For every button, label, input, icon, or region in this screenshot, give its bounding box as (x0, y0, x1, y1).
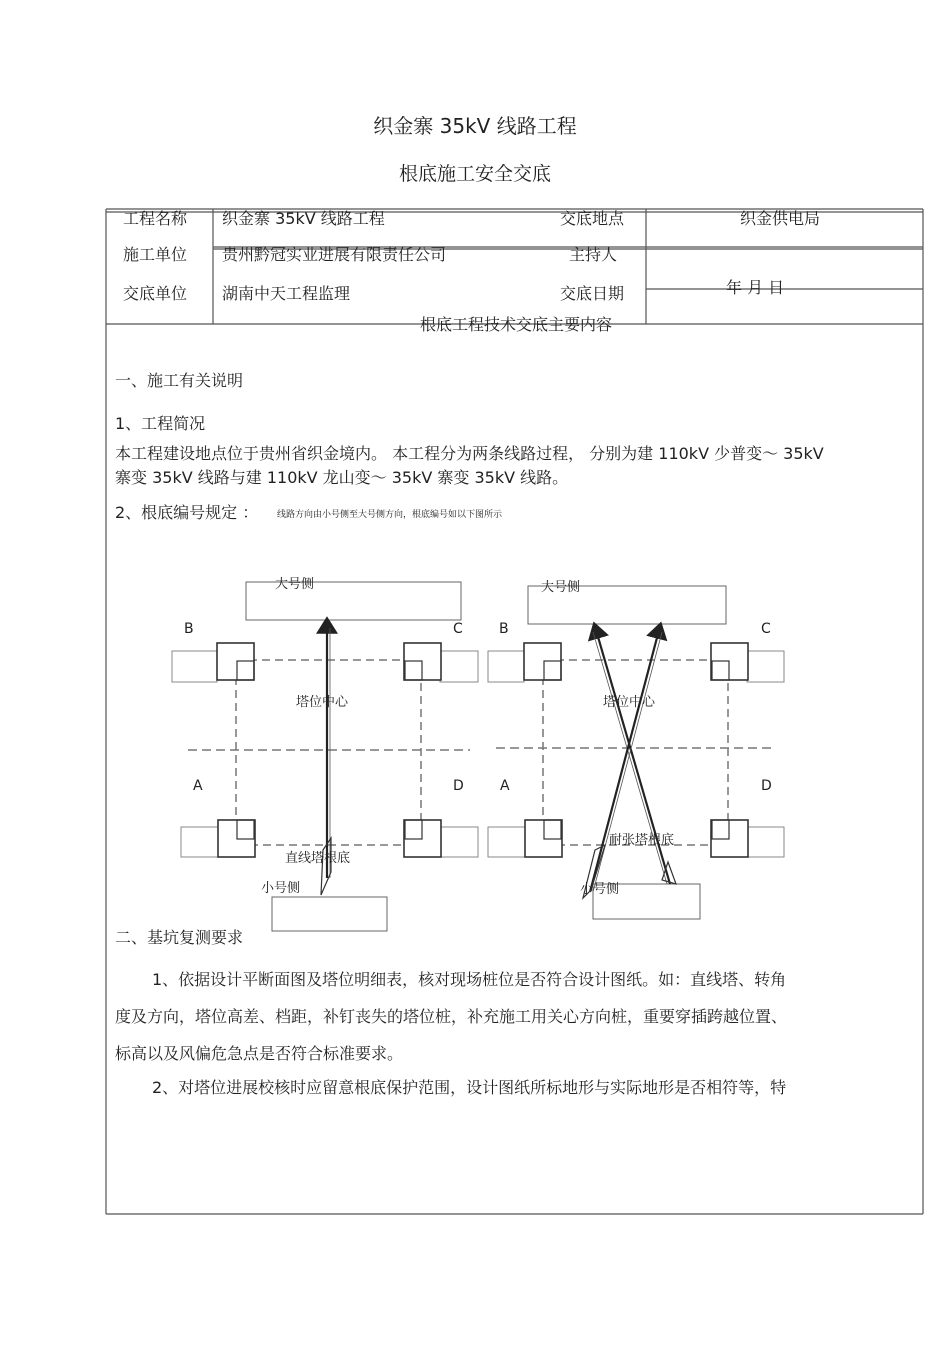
right-ext-c (747, 651, 784, 682)
section1-sub1-heading: 1、工程简况 (115, 414, 206, 433)
document-subtitle: 根底施工安全交底 (398, 163, 551, 185)
discloser-label: 交底单位 (123, 284, 188, 303)
right-big-side-label: 大号侧 (541, 580, 581, 595)
section2-p1-line1: 1、依据设计平断面图及塔位明细表，核对现场桩位是否符合设计图纸。如：直线塔、转角 (152, 970, 787, 989)
section1-sub1-line2: 寨变 35kV 线路与建 110kV 龙山变～ 35kV 寨变 35kV 线路。 (115, 468, 569, 487)
date-value: 年 月 日 (726, 278, 785, 297)
left-corner-d: D (453, 778, 464, 794)
section1-sub1-line1: 本工程建设地点位于贵州省织金境内。 本工程分为两条线路过程， 分别为建 110kV 少普变～ 35kV (115, 444, 824, 463)
project-name-value: 织金寨 35kV 线路工程 (222, 209, 385, 228)
content-header: 根底工程技术交底主要内容 (420, 315, 613, 334)
section2-p1-line3: 标高以及风偏危急点是否符合标准要求。 (115, 1044, 404, 1063)
left-center-label: 塔位中心 (296, 695, 349, 710)
project-name-label: 工程名称 (123, 209, 188, 228)
left-corner-c: C (453, 621, 463, 637)
location-value: 织金供电局 (740, 209, 821, 228)
left-small-side-label: 小号侧 (261, 881, 301, 896)
host-label: 主持人 (569, 245, 618, 264)
right-small-side-label: 小号侧 (580, 882, 620, 897)
document-title: 织金寨 35kV 线路工程 (373, 114, 577, 138)
left-ext-d (440, 827, 478, 857)
section1-sub2-heading: 2、根底编号规定 ： (115, 503, 259, 522)
left-dashed-square (236, 660, 421, 845)
section1-sub2-note: 线路方向由小号侧至大号侧方向，根底编号如以下图所示 (277, 510, 503, 520)
discloser-value: 湖南中天工程监理 (222, 284, 351, 303)
right-diagram (488, 586, 784, 919)
left-diagram (172, 582, 478, 931)
left-ext-b (172, 651, 217, 682)
right-dashed-square (543, 660, 728, 845)
right-center-label: 塔位中心 (603, 695, 656, 710)
left-corner-a: A (193, 778, 203, 794)
right-corner-c: C (761, 621, 771, 637)
right-corner-d: D (761, 778, 772, 794)
right-corner-b: B (499, 621, 509, 637)
left-ext-a (181, 827, 218, 857)
left-tower-label: 直线塔根底 (285, 851, 351, 866)
date-label: 交底日期 (560, 284, 625, 303)
left-small-side-box (272, 897, 387, 931)
right-direction-arrow-2 (590, 630, 659, 892)
section2-heading: 二、基坑复测要求 (115, 928, 244, 947)
builder-value: 贵州黔冠实业进展有限责任公司 (222, 245, 447, 264)
section1-heading: 一、施工有关说明 (115, 371, 244, 390)
right-tower-label: 耐张塔根底 (609, 833, 675, 848)
right-corner-a: A (500, 778, 510, 794)
section2-p2-line1: 2、对塔位进展校核时应留意根底保护范围，设计图纸所标地形与实际地形是否相符等，特 (152, 1078, 787, 1097)
right-ext-d (747, 827, 784, 857)
left-big-side-label: 大号侧 (275, 577, 315, 592)
location-label: 交底地点 (560, 209, 625, 228)
section2-p1-line2: 度及方向，塔位高差、档距，补钉丧失的塔位桩，补充施工用关心方向桩，重要穿插跨越位置、 (115, 1007, 788, 1026)
right-ext-a (488, 827, 525, 857)
left-corner-b: B (184, 621, 194, 637)
right-ext-b (488, 651, 524, 682)
builder-label: 施工单位 (123, 245, 188, 264)
left-ext-c (440, 651, 478, 682)
